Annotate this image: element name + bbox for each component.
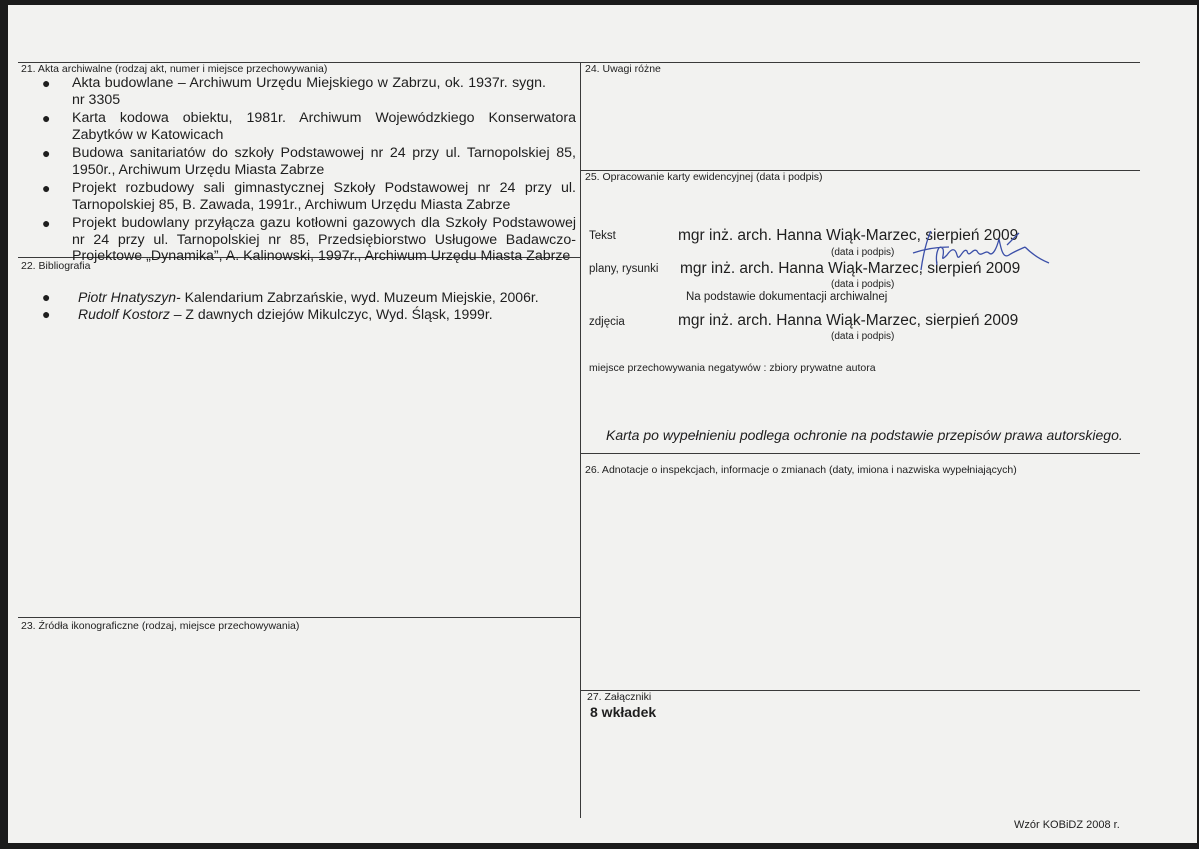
- list-item: ● Projekt rozbudowy sali gimnastycznej Szkoły Podstawowej nr 24 przy ul. Tarnopolskiej 85, B. Zawada, 1991r., Archiwum Urzędu Miasta Zabrze: [42, 180, 576, 213]
- bullet-icon: ●: [42, 75, 51, 91]
- list-item: ● Piotr Hnatyszyn- Kalendarium Zabrzańskie, wyd. Muzeum Miejskie, 2006r.: [42, 289, 539, 305]
- photos-label: zdjęcia: [589, 316, 625, 328]
- photos-caption: (data i podpis): [831, 331, 895, 342]
- bullet-icon: ●: [42, 306, 51, 322]
- list-item: ● Rudolf Kostorz – Z dawnych dziejów Mikulczyc, Wyd. Śląsk, 1999r.: [42, 306, 493, 322]
- divider-26: [580, 453, 1140, 454]
- section-25-title: 25. Opracowanie karty ewidencyjnej (data i podpis): [585, 171, 823, 183]
- document-page: [8, 5, 1197, 843]
- list-item: ● Budowa sanitariatów do szkoły Podstawowej nr 24 przy ul. Tarnopolskiej 85, 1950r., Archiwum Urzędu Miasta Zabrze: [42, 145, 576, 178]
- bullet-icon: ●: [42, 110, 51, 126]
- form-template-label: Wzór KOBiDZ 2008 r.: [1014, 819, 1120, 831]
- bibliography-list: [18, 289, 576, 323]
- section-23-title: 23. Źródła ikonograficzne (rodzaj, miejsce przechowywania): [21, 620, 300, 632]
- bullet-icon: ●: [42, 215, 51, 231]
- attachments-count: 8 wkładek: [590, 704, 657, 720]
- list-item: ● Karta kodowa obiektu, 1981r. Archiwum Wojewódzkiego Konserwatora Zabytków w Katowicach: [42, 110, 576, 143]
- center-divider: [580, 62, 581, 818]
- section-27-title: 27. Załączniki: [587, 691, 652, 703]
- section-24-title: 24. Uwagi różne: [585, 63, 661, 75]
- divider-27: [580, 690, 1140, 691]
- signature-icon: [903, 225, 1053, 277]
- section-22-title: 22. Bibliografia: [21, 260, 91, 272]
- drawings-caption: (data i podpis): [831, 279, 895, 290]
- text-author: mgr inż. arch. Hanna Wiąk-Marzec, sierpień 2009: [678, 227, 1019, 244]
- drawings-label: plany, rysunki: [589, 263, 659, 275]
- drawings-note: Na podstawie dokumentacji archiwalnej: [686, 291, 888, 303]
- copyright-notice: Karta po wypełnieniu podlega ochronie na podstawie przepisów prawa autorskiego.: [606, 427, 1123, 443]
- section-21-title: 21. Akta archiwalne (rodzaj akt, numer i miejsce przechowywania): [21, 63, 328, 75]
- section-26-title: 26. Adnotacje o inspekcjach, informacje o zmianach (daty, imiona i nazwiska wypełniających): [585, 464, 1017, 476]
- text-caption: (data i podpis): [831, 247, 895, 258]
- bullet-icon: ●: [42, 145, 51, 161]
- text-label: Tekst: [589, 230, 616, 242]
- bullet-icon: ●: [42, 180, 51, 196]
- list-item: ● Projekt budowlany przyłącza gazu kotłowni gazowych dla Szkoły Podstawowej nr 24 przy ul. Tarnopolskiej nr 85, Przedsiębiorstwo Usługowe Badawczo-Projektowe „Dynamika”, A. Kalinowski, 1997r., Archiwum Urzędu Miasta Zabrze: [42, 215, 576, 264]
- list-item: ● Akta budowlane – Archiwum Urzędu Miejskiego w Zabrzu, ok. 1937r. sygn. nr 3305: [42, 75, 546, 108]
- divider-23: [18, 617, 580, 618]
- drawings-author: mgr inż. arch. Hanna Wiąk-Marzec, sierpień 2009: [680, 260, 1021, 277]
- archive-records-list: [18, 75, 576, 265]
- negatives-storage: miejsce przechowywania negatywów : zbiory prywatne autora: [589, 362, 876, 374]
- photos-author: mgr inż. arch. Hanna Wiąk-Marzec, sierpień 2009: [678, 312, 1019, 329]
- bullet-icon: ●: [42, 289, 51, 305]
